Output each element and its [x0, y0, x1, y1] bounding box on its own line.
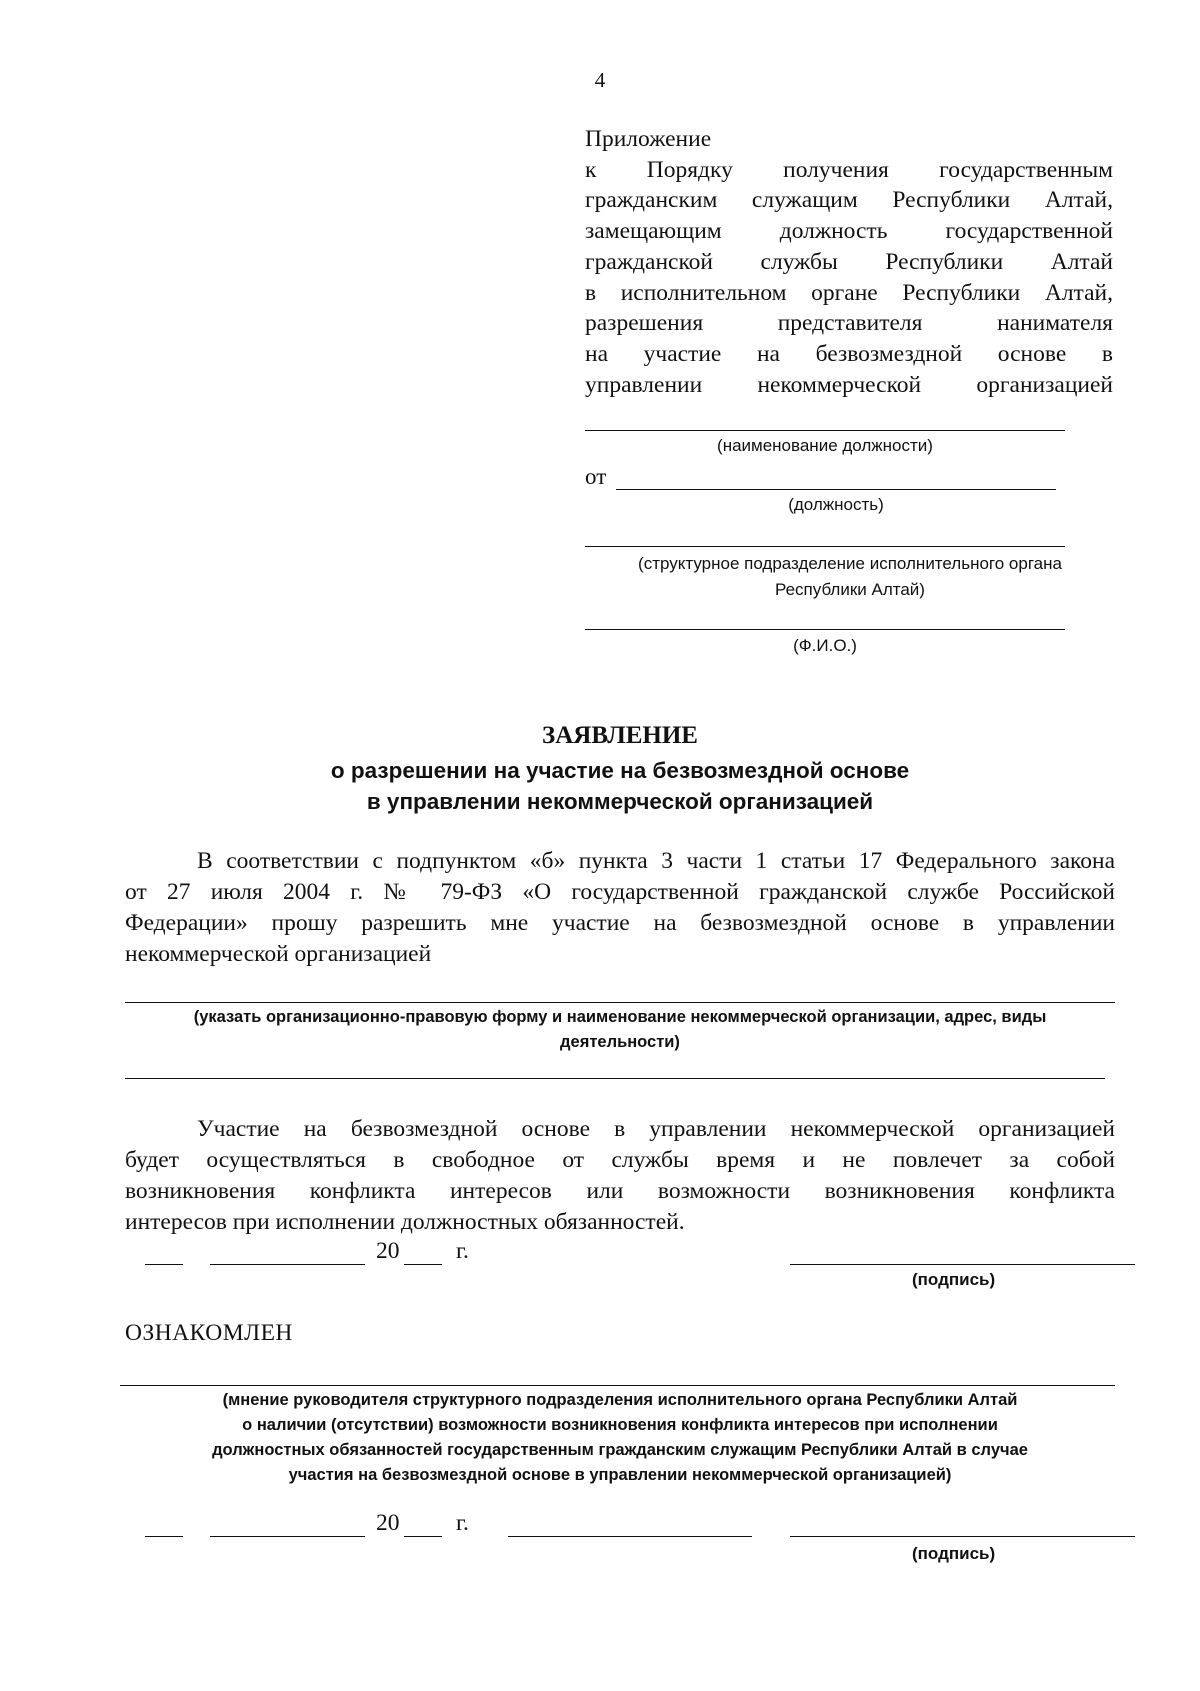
conflict-paragraph — [125, 1114, 1115, 1238]
signature-caption: (подпись) — [912, 1270, 996, 1289]
appendix-line: гражданской службы Республики Алтай — [585, 248, 1113, 275]
opinion-caption-line: (мнение руководителя структурного подразделения исполнительного органа Республики Алтай — [222, 1391, 1018, 1409]
appendix-line: разрешения представителя нанимателя — [585, 310, 1113, 337]
ack-date-suffix: г. — [456, 1510, 469, 1536]
post-field-line[interactable] — [616, 489, 1056, 490]
appendix-line: в исполнительном органе Республики Алтай, — [585, 279, 1113, 306]
date-year-prefix: 20 — [376, 1238, 400, 1264]
fio-field-line[interactable] — [585, 629, 1065, 630]
from-label: от — [585, 464, 607, 489]
appendix-line: на участие на безвозмездной основе в — [585, 340, 1113, 367]
request-paragraph — [125, 846, 1115, 970]
ack-date-day-field[interactable] — [145, 1536, 183, 1537]
opinion-caption-line: участия на безвозмездной основе в управлении некоммерческой организацией) — [288, 1466, 952, 1484]
ack-date-year-prefix: 20 — [376, 1510, 400, 1536]
organization-caption-line: (указать организационно-правовую форму и наименование некоммерческой организации, адрес, виды — [193, 1008, 1047, 1026]
appendix-line: гражданским служащим Республики Алтай, — [585, 187, 1113, 214]
paragraph-line: В соответствии с подпунктом «б» пункта 3 части 1 статьи 17 Федерального закона — [197, 848, 1115, 874]
opinion-field-line[interactable] — [120, 1385, 1115, 1386]
organization-caption — [125, 1005, 1115, 1055]
acknowledged-heading: ОЗНАКОМЛЕН — [125, 1320, 293, 1346]
ack-name-field[interactable] — [508, 1536, 752, 1537]
opinion-caption-line: о наличии (отсутствии) возможности возникновения конфликта интересов при исполнении — [242, 1416, 998, 1434]
statement-subtitle: в управлении некоммерческой организацией — [366, 789, 874, 814]
date-day-field[interactable] — [145, 1264, 183, 1265]
paragraph-line: будет осуществляться в свободное от службы время и не повлечет за собой — [125, 1147, 1115, 1173]
unit-caption — [585, 551, 1115, 603]
paragraph-line: Участие на безвозмездной основе в управлении некоммерческой организацией — [197, 1116, 1115, 1142]
appendix-line: замещающим должность государственной — [585, 218, 1113, 245]
ack-signature-caption: (подпись) — [912, 1544, 996, 1563]
ack-date-month-field[interactable] — [210, 1536, 365, 1537]
signature-field[interactable] — [790, 1264, 1135, 1265]
fio-caption: (Ф.И.О.) — [793, 636, 857, 655]
opinion-caption — [125, 1388, 1115, 1488]
ack-date-year-field[interactable] — [404, 1536, 442, 1537]
paragraph-line: от 27 июля 2004 г. № 79-ФЗ «О государственной гражданской службе Российской — [125, 879, 1115, 905]
ack-signature-field[interactable] — [790, 1536, 1135, 1537]
position-caption: (наименование должности) — [717, 436, 933, 455]
statement-title: ЗАЯВЛЕНИЕ — [542, 722, 698, 749]
position-field-line[interactable] — [585, 430, 1065, 431]
appendix-line: управлении некоммерческой организацией — [585, 371, 1113, 398]
appendix-line: к Порядку получения государственным — [585, 156, 1113, 183]
paragraph-line: Федерации» прошу разрешить мне участие на безвозмездной основе в управлении — [125, 910, 1115, 936]
paragraph-line: возникновения конфликта интересов или возможности возникновения конфликта — [125, 1178, 1115, 1204]
date-suffix: г. — [456, 1238, 469, 1264]
page-number: 4 — [594, 68, 606, 92]
appendix-line: Приложение — [585, 126, 712, 152]
organization-caption-line: деятельности) — [560, 1033, 680, 1051]
unit-field-line[interactable] — [585, 546, 1065, 547]
organization-field-line-2[interactable] — [125, 1078, 1105, 1079]
appendix-header — [585, 124, 1113, 400]
paragraph-line: некоммерческой организацией — [125, 941, 432, 967]
unit-caption-line: Республики Алтай) — [775, 580, 925, 599]
unit-caption-line: (структурное подразделение исполнительного органа — [638, 554, 1062, 573]
post-caption: (должность) — [788, 495, 884, 514]
date-month-field[interactable] — [210, 1264, 365, 1265]
organization-field-line[interactable] — [125, 1002, 1115, 1003]
statement-subtitle: о разрешении на участие на безвозмездной основе — [330, 758, 910, 783]
date-year-field[interactable] — [404, 1264, 442, 1265]
opinion-caption-line: должностных обязанностей государственным гражданским служащим Республики Алтай в случае — [212, 1441, 1028, 1459]
paragraph-line: интересов при исполнении должностных обязанностей. — [125, 1209, 685, 1235]
